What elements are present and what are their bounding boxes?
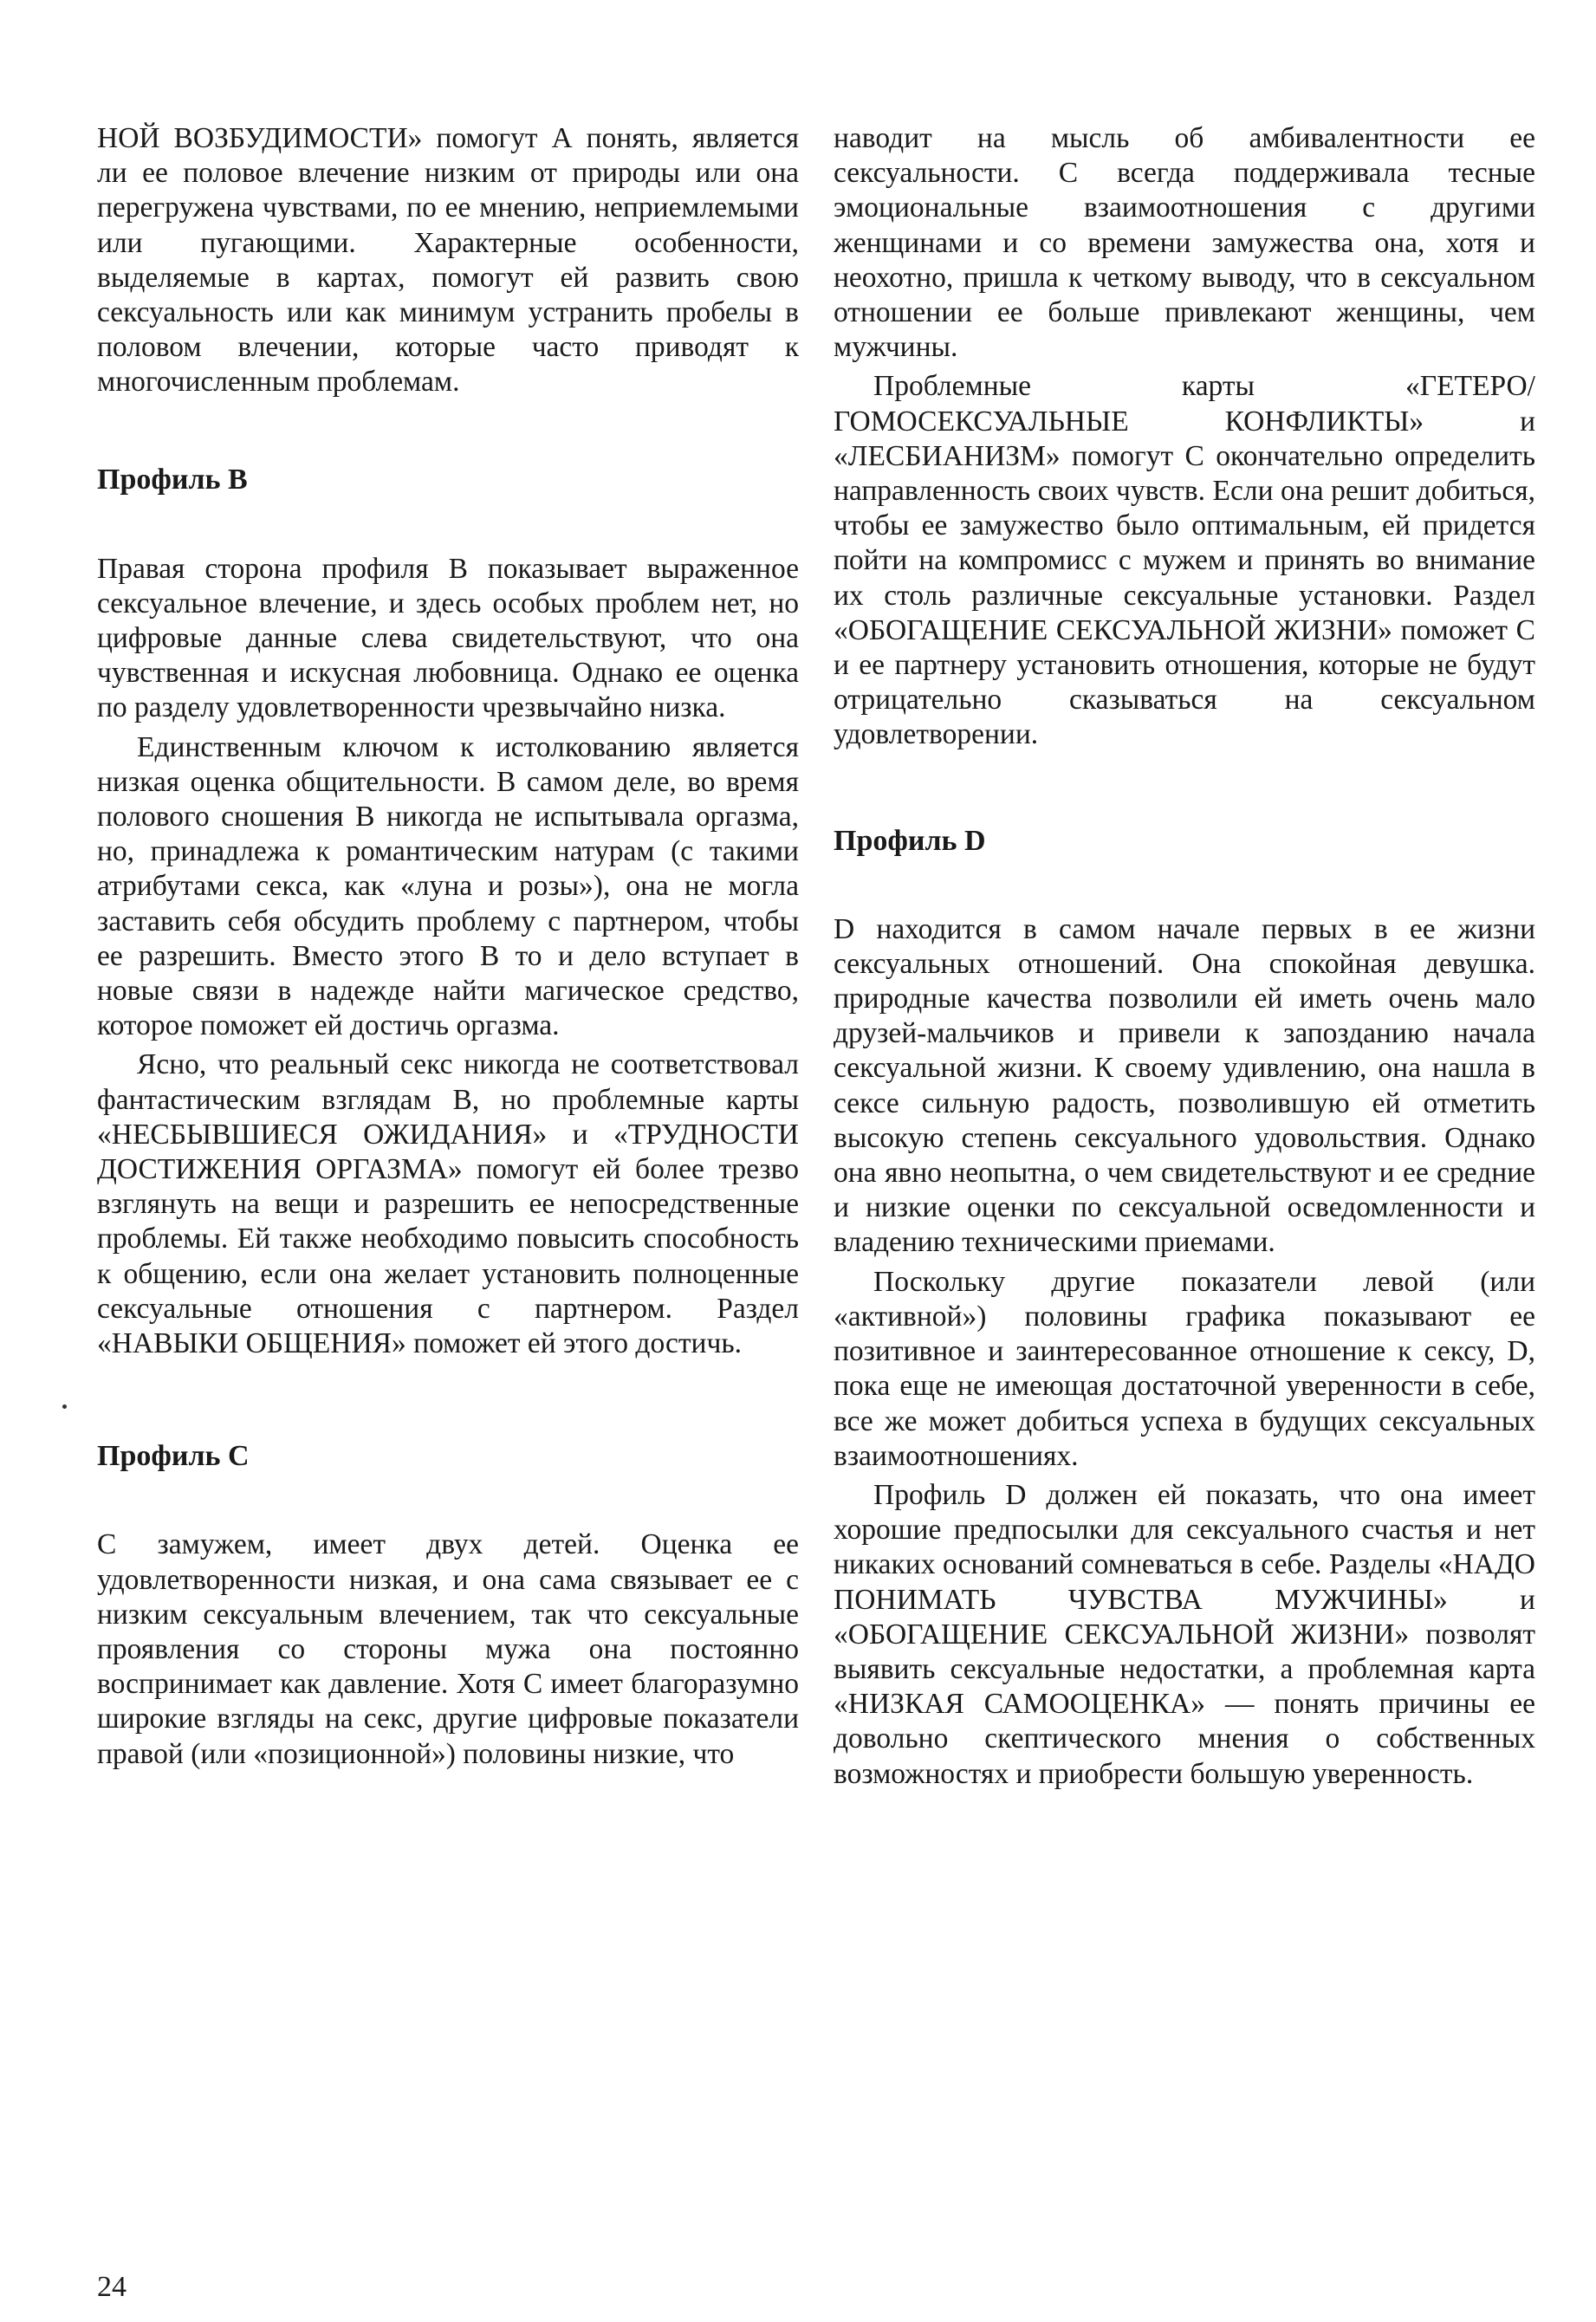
- profile-d-paragraph-2: Поскольку другие показатели левой (или «активной») половины графика показывают ее позитивное и заинтересованное отношение к сексу, D, пока еще не имеющая достаточной уверенности в себе, все же может добиться успеха в будущих сексуальных взаимоотношениях.: [834, 1265, 1535, 1472]
- left-column: [97, 121, 799, 1772]
- profile-d-paragraph-3: Профиль D должен ей показать, что она имеет хорошие предпосылки для сексуального счастья и нет никаких оснований сомневаться в себе. Разделы «НАДО ПОНИМАТЬ ЧУВСТВА МУЖЧИНЫ» и «ОБОГАЩЕНИЕ СЕКСУАЛЬНОЙ ЖИЗНИ» позволят выявить сексуальные недостатки, а проблемная карта «НИЗКАЯ САМООЦЕНКА» — понять причины ее довольно скептического мнения о собственных возможностях и приобрести большую уверенность.: [834, 1478, 1535, 1790]
- profile-b-paragraph-2: Единственным ключом к истолкованию является низкая оценка общительности. В самом деле, во время полового сношения B никогда не испытывала оргазма, но, принадлежа к романтическим натурам (с такими атрибутами секса, как «луна и розы»), она не могла заставить себя обсудить проблему с партнером, чтобы ее разрешить. Вместо этого B то и дело вступает в новые связи в надежде найти магическое средство, которое поможет ей достичь оргазма.: [97, 730, 799, 1042]
- profile-b-paragraph-1: Правая сторона профиля B показывает выраженное сексуальное влечение, и здесь особых проблем нет, но цифровые данные слева свидетельствуют, что она чувственная и искусная любовница. Однако ее оценка по разделу удовлетворенности чрезвычайно низка.: [97, 552, 799, 724]
- profile-b-paragraph-3: Ясно, что реальный секс никогда не соответствовал фантастическим взглядам B, но проблемные карты «НЕСБЫВШИЕСЯ ОЖИДАНИЯ» и «ТРУДНОСТИ ДОСТИЖЕНИЯ ОРГАЗМА» помогут ей более трезво взглянуть на вещи и разрешить ее непосредственные проблемы. Ей также необходимо повысить способность к общению, если она желает установить полноценные сексуальные отношения с партнером. Раздел «НАВЫКИ ОБЩЕНИЯ» поможет ей этого достичь.: [97, 1048, 799, 1360]
- profile-d-paragraph-1: D находится в самом начале первых в ее жизни сексуальных отношений. Она спокойная девушка. природные качества позволили ей иметь очень мало друзей-мальчиков и привели к запозданию начала сексуальной жизни. К своему удивлению, она нашла в сексе сильную радость, позволившую ей отметить высокую степень сексуального удовольствия. Однако она явно неопытна, о чем свидетельствуют и ее средние и низкие оценки по сексуальной осведомленности и владению техническими приемами.: [834, 912, 1535, 1259]
- heading-profile-c: Профиль C: [97, 1440, 250, 1473]
- heading-profile-b: Профиль B: [97, 463, 248, 496]
- profile-c-continued-paragraph-2: Проблемные карты «ГЕТЕРО/ГОМОСЕКСУАЛЬНЫЕ КОНФЛИКТЫ» и «ЛЕСБИАНИЗМ» помогут C окончательно определить направленность своих чувств. Если она решит добиться, чтобы ее замужество было оптимальным, ей придется пойти на компромисс с мужем и принять во внимание их столь различные сексуальные установки. Раздел «ОБОГАЩЕНИЕ СЕКСУАЛЬНОЙ ЖИЗНИ» поможет C и ее партнеру установить отношения, которые не будут отрицательно сказываться на сексуальном удовлетворении.: [834, 370, 1535, 751]
- profile-c-paragraph-1: C замужем, имеет двух детей. Оценка ее удовлетворенности низкая, и она сама связывает ее с низким сексуальным влечением, так что сексуальные проявления со стороны мужа она постоянно воспринимает как давление. Хотя C имеет благоразумно широкие взгляды на секс, другие цифровые показатели правой (или «позиционной») половины низкие, что: [97, 1528, 799, 1770]
- intro-paragraph: НОЙ ВОЗБУДИМОСТИ» помогут А понять, является ли ее половое влечение низким от природы или она перегружена чувствами, по ее мнению, неприемлемыми или пугающими. Характерные особенности, выделяемые в картах, помогут ей развить свою сексуальность или как минимум устранить пробелы в половом влечении, которые часто приводят к многочисленным проблемам.: [97, 122, 799, 399]
- profile-c-continued-paragraph-1: наводит на мысль об амбивалентности ее сексуальности. C всегда поддерживала тесные эмоциональные взаимоотношения с другими женщинами и со времени замужества она, хотя и неохотно, пришла к четкому выводу, что в сексуальном отношении ее больше привлекают женщины, чем мужчины.: [834, 122, 1535, 364]
- right-column: [834, 121, 1535, 1792]
- heading-profile-d: Профиль D: [834, 824, 986, 857]
- page-number: 24: [97, 2271, 127, 2303]
- scan-speck-mark: [62, 1404, 67, 1409]
